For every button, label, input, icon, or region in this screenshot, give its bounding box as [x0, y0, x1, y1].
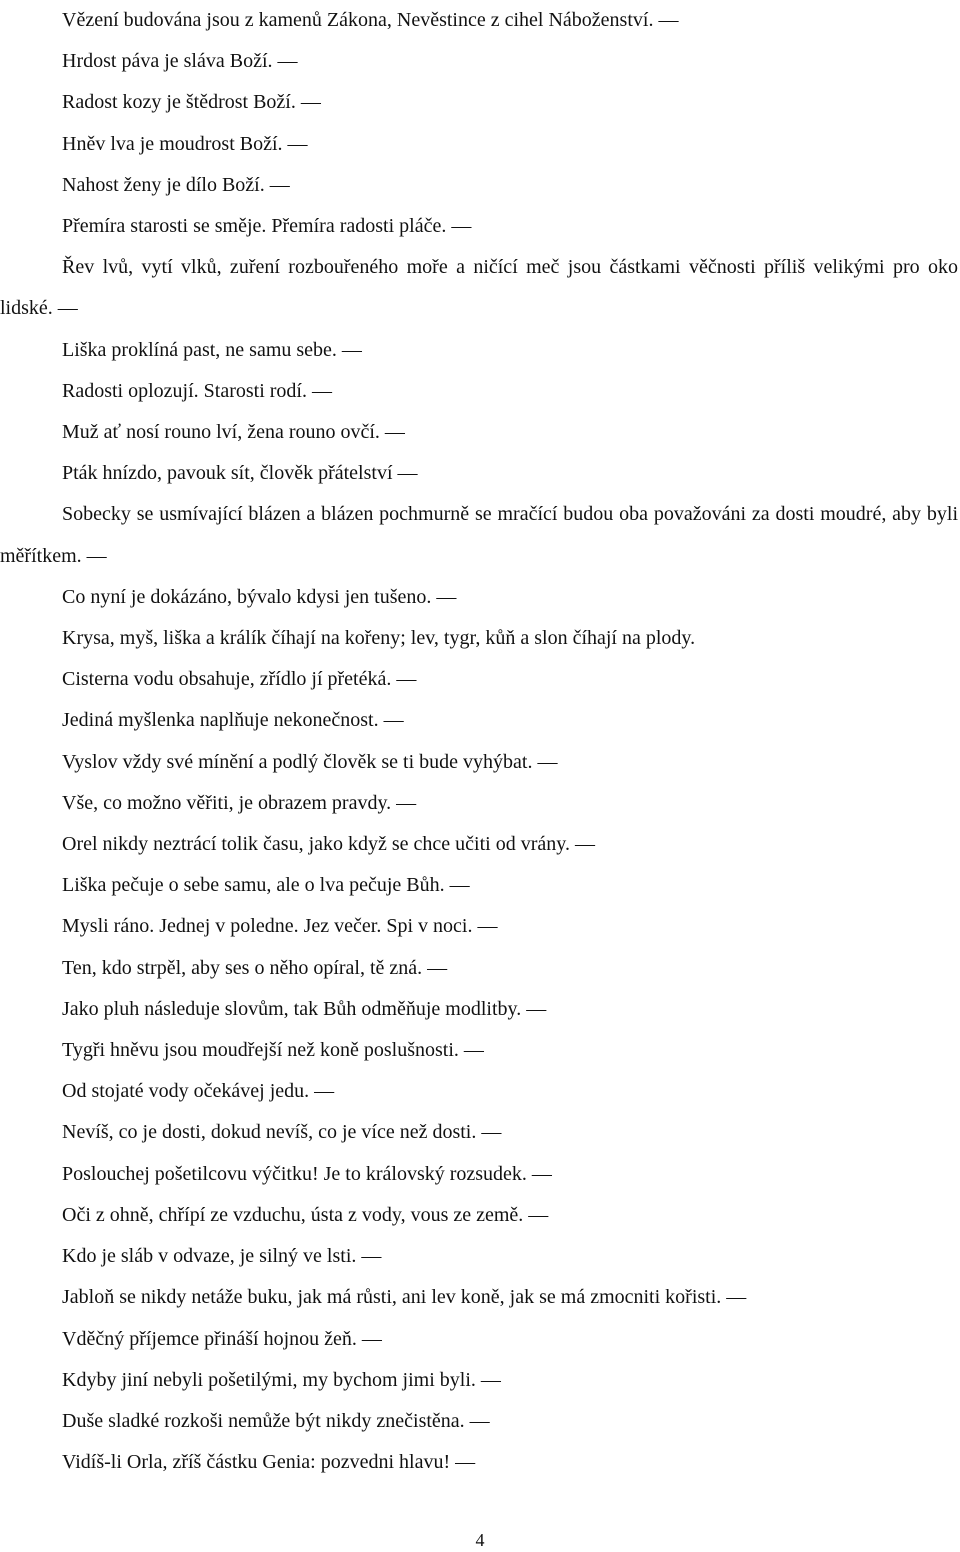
paragraph-3: Radost kozy je štědrost Boží. — [62, 91, 321, 114]
paragraph-21: Mysli ráno. Jednej v poledne. Jez večer. Spi v noci. — [62, 915, 498, 938]
paragraph-2: Hrdost páva je sláva Boží. — [62, 50, 298, 73]
paragraph-34: Vidíš-li Orla, zříš částku Genia: pozvedni hlavu! — [62, 1451, 476, 1474]
paragraph-12: Sobecky se usmívající blázen a blázen pochmurně se mračící budou oba považováni za dosti moudré, aby byli měřítkem. — [0, 503, 958, 567]
paragraph-19: Orel nikdy neztrácí tolik času, jako když se chce učiti od vrány. — [62, 833, 595, 856]
paragraph-9: Radosti oplozují. Starosti rodí. — [62, 379, 332, 402]
page-number: 4 [475, 1530, 485, 1550]
paragraph-33: Duše sladké rozkoši nemůže být nikdy znečistěna. — [62, 1409, 490, 1432]
paragraph-13: Co nyní je dokázáno, bývalo kdysi jen tušeno. — [62, 585, 457, 608]
paragraph-27: Poslouchej pošetilcovu výčitku! Je to královský rozsudek. — [62, 1162, 552, 1185]
paragraph-28: Oči z ohně, chřípí ze vzduchu, ústa z vody, vous ze země. — [62, 1203, 549, 1226]
paragraph-15: Cisterna vodu obsahuje, zřídlo jí přetéká. — [62, 668, 417, 691]
paragraph-6: Přemíra starosti se směje. Přemíra radosti pláče. — [62, 215, 472, 238]
paragraph-18: Vše, co možno věřiti, je obrazem pravdy. — [62, 791, 417, 814]
paragraph-17: Vyslov vždy své mínění a podlý člověk se ti bude vyhýbat. — [62, 750, 558, 773]
paragraph-1: Vězení budována jsou z kamenů Zákona, Nevěstince z cihel Náboženství. — [62, 9, 679, 31]
paragraph-7: Řev lvů, vytí vlků, zuření rozbouřeného moře a ničící meč jsou částkami věčnosti příliš velikými pro oko lidské. — [0, 256, 958, 320]
paragraph-22: Ten, kdo strpěl, aby ses o něho opíral, tě zná. — [62, 956, 448, 979]
paragraph-16: Jediná myšlenka naplňuje nekonečnost. — [62, 709, 404, 732]
paragraph-26: Nevíš, co je dosti, dokud nevíš, co je více než dosti. — [62, 1121, 502, 1144]
paragraph-10: Muž ať nosí rouno lví, žena rouno ovčí. — [62, 421, 405, 444]
paragraph-5: Nahost ženy je dílo Boží. — [62, 173, 290, 196]
paragraph-8: Liška proklíná past, ne samu sebe. — [62, 338, 362, 361]
paragraph-20: Liška pečuje o sebe samu, ale o lva pečuje Bůh. — [62, 874, 470, 897]
paragraph-25: Od stojaté vody očekávej jedu. — [62, 1080, 335, 1103]
paragraph-4: Hněv lva je moudrost Boží. — [62, 132, 308, 155]
paragraph-29: Kdo je sláb v odvaze, je silný ve lsti. — [62, 1245, 382, 1268]
paragraph-31: Vděčný příjemce přináší hojnou žeň. — [62, 1327, 382, 1350]
paragraph-30: Jabloň se nikdy netáže buku, jak má růsti, ani lev koně, jak se má zmocniti kořisti. — [62, 1286, 747, 1309]
paragraph-24: Tygři hněvu jsou moudřejší než koně poslušnosti. — [62, 1039, 484, 1062]
paragraph-23: Jako pluh následuje slovům, tak Bůh odměňuje modlitby. — [62, 997, 547, 1020]
paragraph-32: Kdyby jiní nebyli pošetilými, my bychom jimi byli. — [62, 1368, 501, 1391]
paragraph-14: Krysa, myš, liška a králík číhají na kořeny; lev, tygr, kůň a slon číhají na plody. [62, 627, 696, 650]
paragraph-11: Pták hnízdo, pavouk sít, člověk přátelství — [62, 462, 418, 485]
